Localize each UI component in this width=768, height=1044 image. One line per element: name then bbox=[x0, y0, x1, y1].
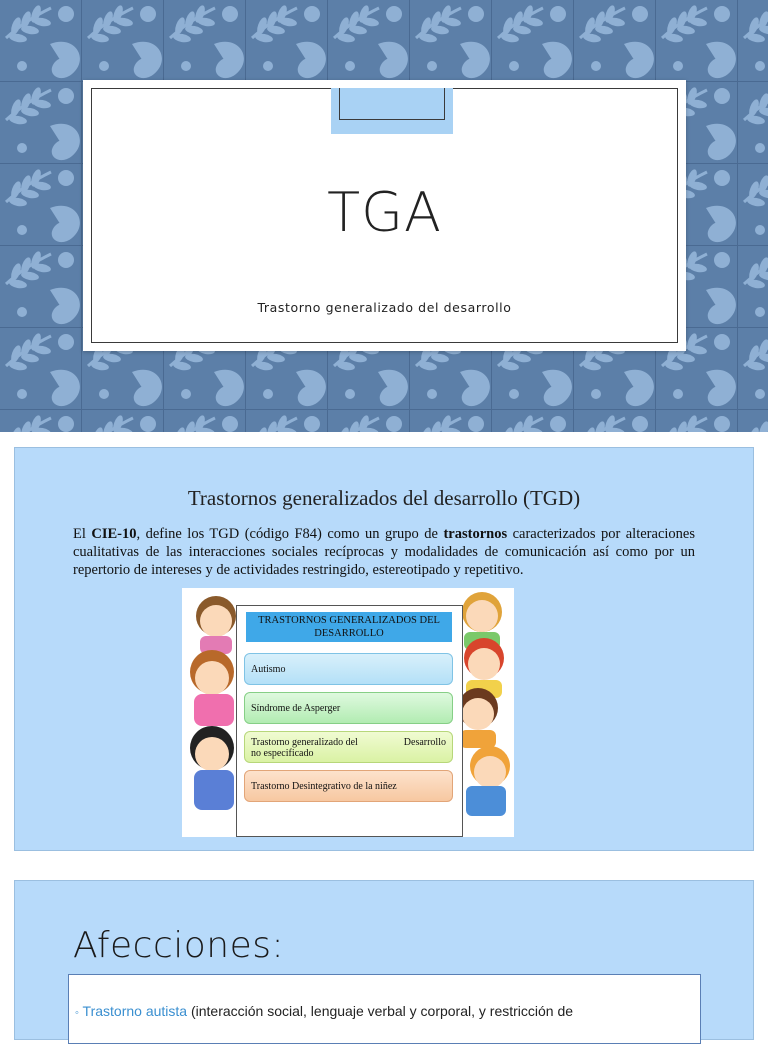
para-text: caracterizados por alteraciones cualitativas de las interacciones sociales recíprocas y modalidades de comunicación así como por un repertorio de intereses y de actividades restringido, estereotipado y repetitivo. bbox=[73, 526, 695, 578]
afecciones-content-box bbox=[68, 974, 701, 1044]
bullet-icon: ◦ bbox=[75, 1007, 79, 1019]
slide-heading: Afecciones: bbox=[73, 925, 285, 966]
tgd-list-box bbox=[236, 605, 463, 837]
title-card bbox=[83, 80, 686, 351]
title-card-frame bbox=[91, 88, 678, 343]
para-bold-trastornos: trastornos bbox=[443, 526, 508, 542]
right-kid-3 bbox=[458, 688, 498, 748]
list-item-tgd-no-especificado bbox=[244, 731, 453, 763]
list-item-autismo bbox=[244, 653, 453, 685]
list-item-label: Trastorno generalizado del bbox=[251, 737, 358, 748]
diagram-header: TRASTORNOS GENERALIZADOS DEL DESARROLLO bbox=[246, 612, 452, 642]
list-item-desintegrativo bbox=[244, 770, 453, 802]
para-text: El bbox=[73, 526, 92, 542]
title-tab bbox=[331, 88, 453, 134]
slide-title: TGA bbox=[327, 181, 442, 244]
left-kid-2 bbox=[190, 650, 234, 726]
para-bold-cie10: CIE-10 bbox=[91, 526, 137, 542]
slide-subtitle: Trastorno generalizado del desarrollo bbox=[257, 300, 512, 315]
list-item-label: no especificado bbox=[251, 748, 314, 759]
right-kid-4 bbox=[466, 746, 510, 816]
list-item-asperger bbox=[244, 692, 453, 724]
left-kid-1 bbox=[196, 596, 236, 654]
list-item-label: Autismo bbox=[251, 663, 286, 675]
tgd-diagram-image bbox=[182, 588, 514, 837]
list-item-label: Trastorno Desintegrativo de la niñez bbox=[251, 780, 397, 792]
tgd-definition-slide bbox=[14, 447, 754, 851]
afecciones-slide bbox=[14, 880, 754, 1040]
bullet-text: (interacción social, lenguaje verbal y corporal, y restricción de bbox=[190, 1003, 574, 1019]
slide-heading: Trastornos generalizados del desarrollo (TGD) bbox=[187, 486, 581, 510]
list-item-label: Síndrome de Asperger bbox=[251, 702, 341, 714]
definition-paragraph bbox=[73, 525, 695, 579]
title-slide bbox=[0, 0, 768, 432]
para-text: , define los TGD (código F84) como un grupo de bbox=[136, 526, 444, 542]
bullet-term: Trastorno autista bbox=[82, 1003, 188, 1019]
left-kid-3 bbox=[190, 726, 234, 810]
list-item bbox=[75, 1003, 573, 1019]
title-tab-frame bbox=[339, 88, 445, 120]
list-item-label: Desarrollo bbox=[403, 737, 446, 748]
